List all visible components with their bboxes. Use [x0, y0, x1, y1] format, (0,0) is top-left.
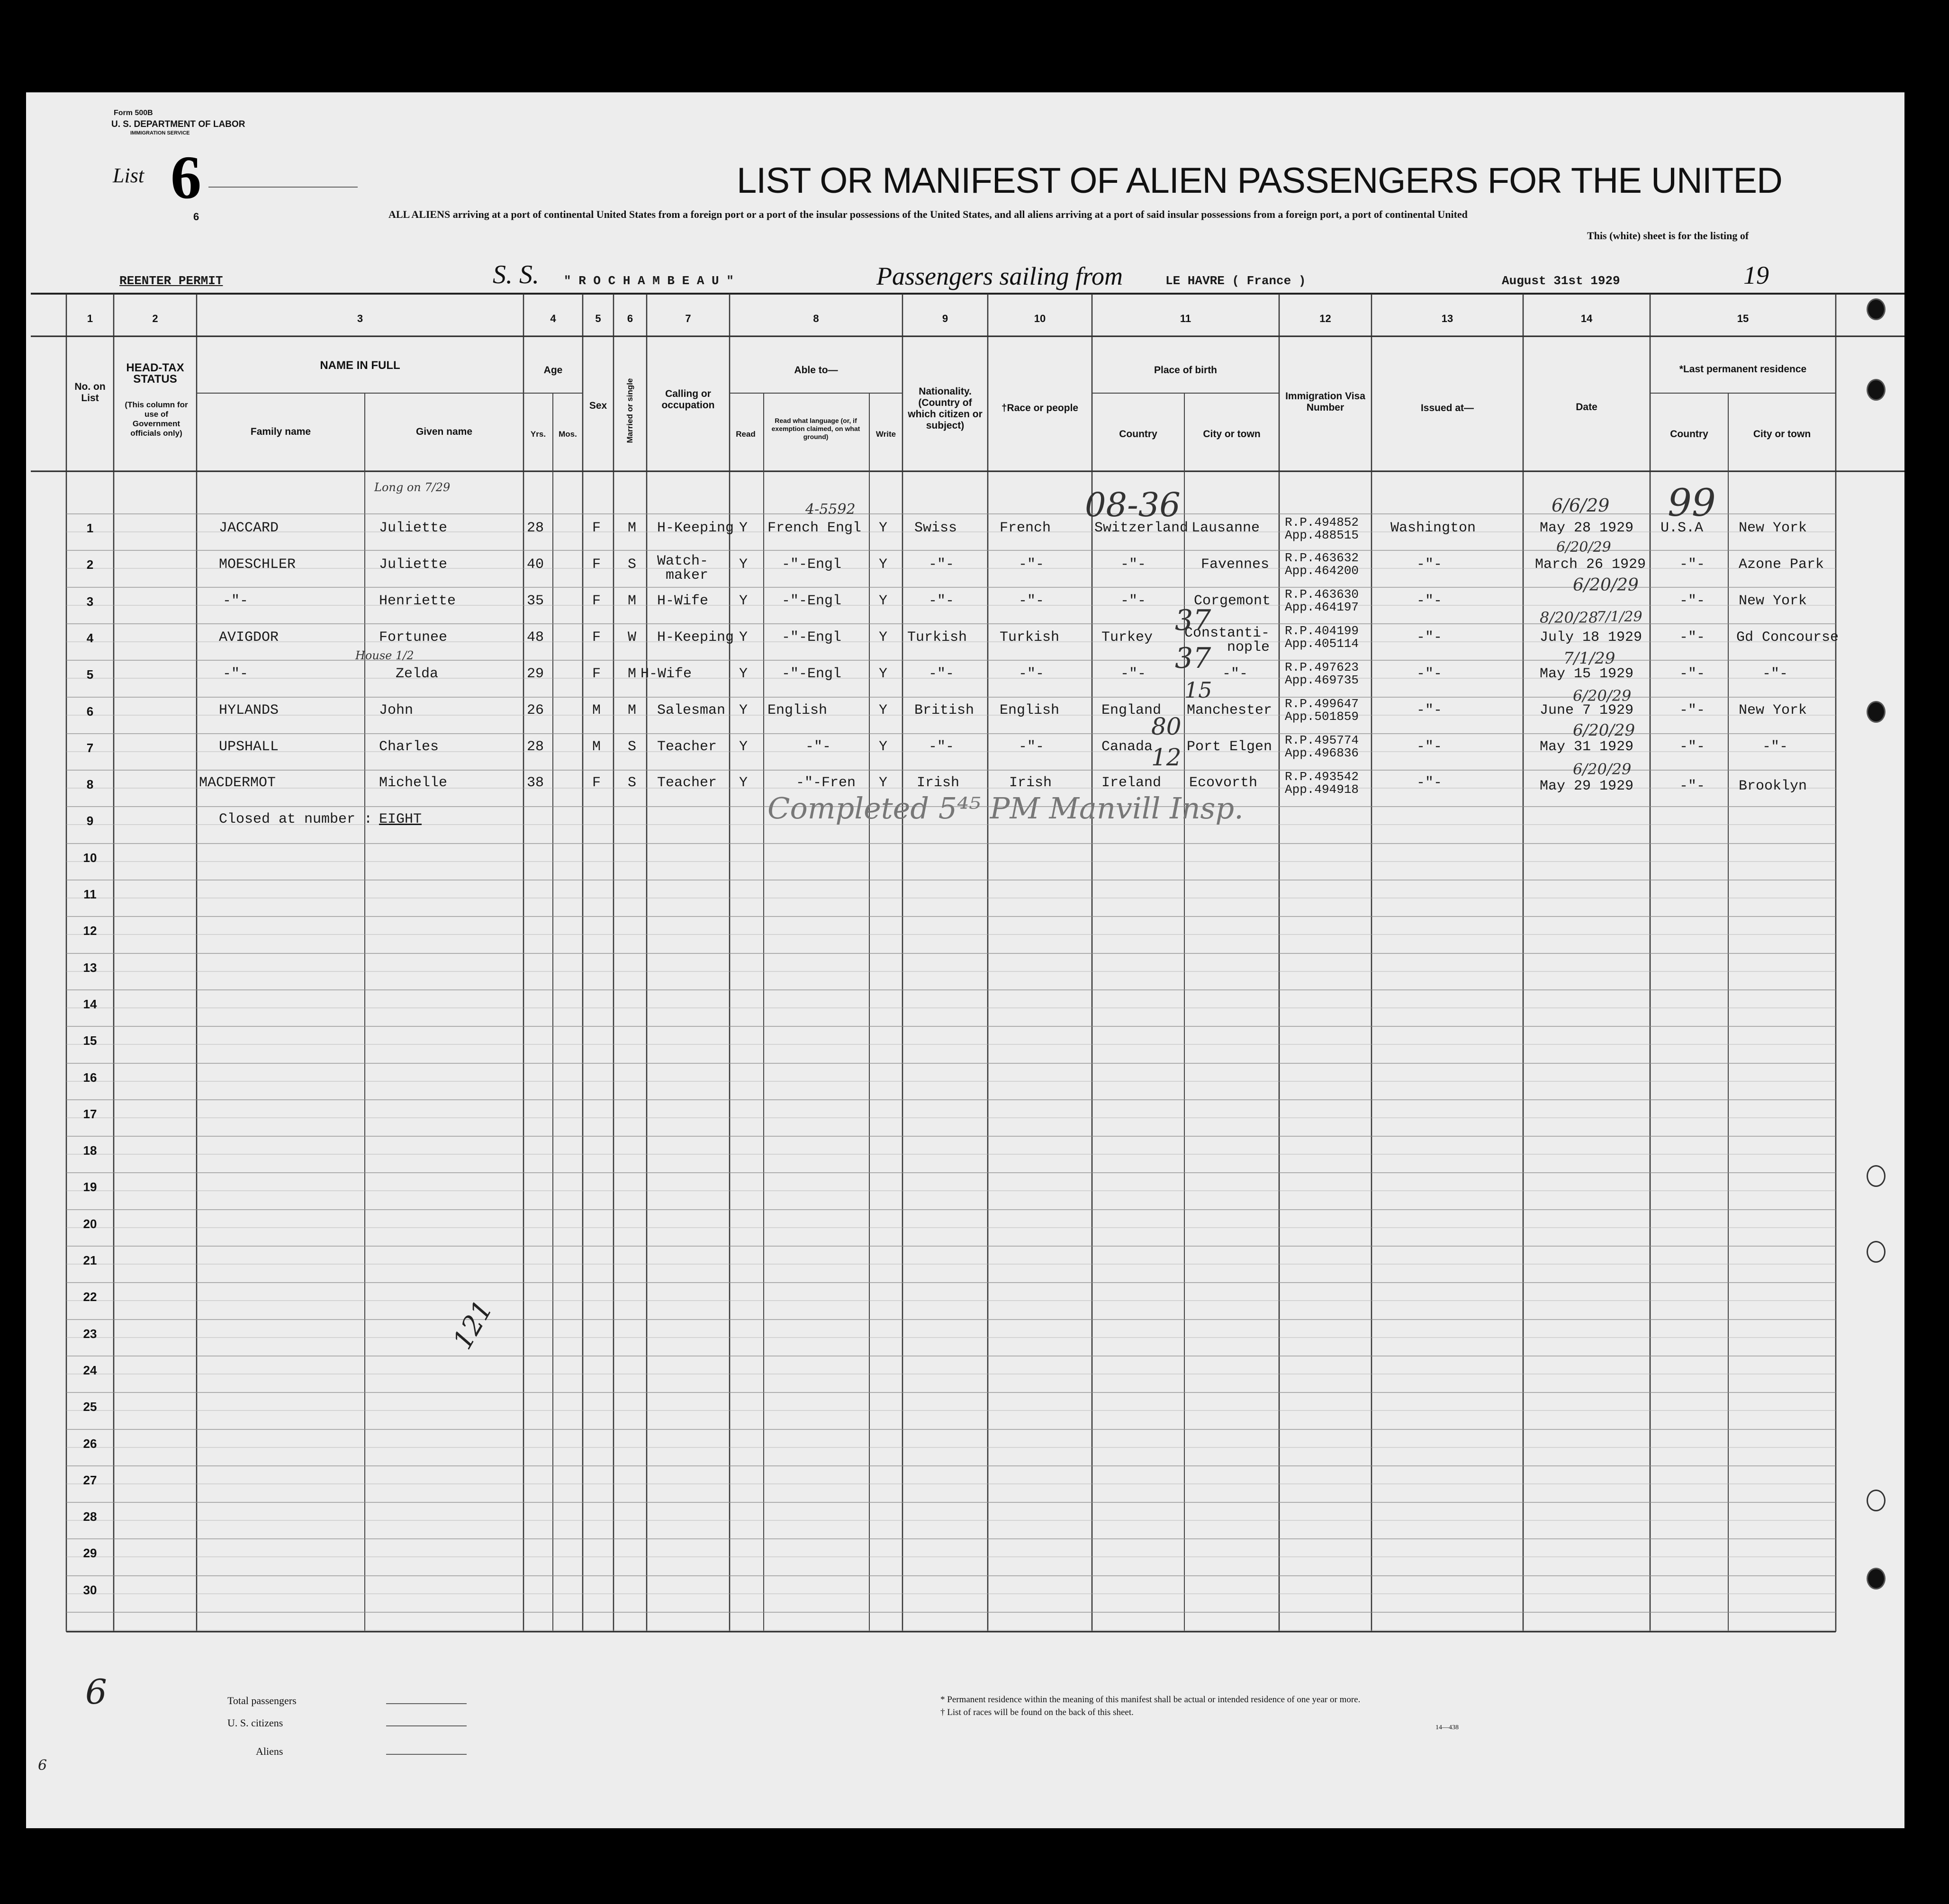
birth-city: Lausanne — [1191, 520, 1260, 536]
heading-mos: Mos. — [559, 430, 577, 439]
given-name: Charles — [379, 739, 439, 755]
handwritten-date-6: 7/1/29 — [1563, 649, 1615, 668]
residence-city: Brooklyn — [1739, 778, 1807, 794]
visa-number: R.P.494852 — [1285, 515, 1359, 530]
list-label: List — [113, 164, 144, 187]
heading-calling: Calling or occupation — [661, 388, 715, 411]
colnum-7: 7 — [685, 313, 691, 324]
handwritten-house-note: House 1/2 — [355, 649, 414, 662]
handwritten-date-1: 6/6/29 — [1552, 495, 1610, 516]
occupation: H-Keeping — [657, 629, 734, 646]
row-number-11: 11 — [83, 887, 97, 901]
read: Y — [739, 702, 748, 718]
row-number-4: 4 — [86, 631, 94, 645]
residence-country: -"- — [1679, 666, 1705, 682]
handwritten-date-5: 7/1/29 — [1597, 609, 1642, 625]
birth-city: Favennes — [1201, 557, 1270, 573]
birth-city-line-2: nople — [1227, 639, 1270, 656]
stamp-121: 121 — [447, 1295, 499, 1355]
handwritten-12: 12 — [1151, 744, 1182, 771]
race: -"- — [1019, 666, 1045, 682]
manifest-sheet — [26, 92, 1904, 1828]
race: Turkish — [1000, 629, 1060, 646]
race: -"- — [1019, 739, 1045, 755]
heading-no-on-list: No. on List — [74, 381, 106, 404]
binder-hole — [1867, 1165, 1886, 1187]
heading-read-language: Read what language (or, if exemption claimed, on what ground) — [771, 417, 860, 440]
heading-visa: Immigration Visa Number — [1285, 391, 1365, 413]
ss-label: S. S. — [493, 260, 539, 289]
birth-city: Manchester — [1187, 702, 1272, 718]
nationality: -"- — [929, 739, 955, 755]
visa-number: R.P.463630 — [1285, 587, 1359, 602]
given-name: John — [379, 702, 414, 718]
read: Y — [739, 666, 748, 682]
age: 40 — [527, 557, 544, 573]
heading-read: Read — [736, 430, 756, 439]
birth-country: -"- — [1120, 593, 1146, 609]
race: -"- — [1019, 593, 1045, 609]
race: Irish — [1009, 775, 1052, 791]
visa-app: App.464197 — [1285, 600, 1359, 614]
residence-country: -"- — [1679, 702, 1705, 718]
sex: F — [592, 593, 601, 609]
colnum-15: 15 — [1737, 313, 1749, 324]
colnum-6: 6 — [627, 313, 633, 324]
residence-city: Azone Park — [1739, 557, 1824, 573]
heading-country: Country — [1119, 429, 1157, 440]
residence-city: Gd Concourse — [1736, 629, 1839, 646]
write: Y — [879, 702, 888, 718]
sex: M — [592, 702, 601, 718]
issue-date: May 29 1929 — [1540, 778, 1634, 794]
age: 28 — [527, 520, 544, 536]
handwritten-date-3: 6/20/29 — [1573, 575, 1639, 595]
colnum-5: 5 — [595, 313, 601, 324]
form-number: Form 500B — [114, 109, 153, 117]
issued-at: -"- — [1417, 775, 1443, 791]
aliens-label: Aliens — [256, 1745, 283, 1757]
age: 48 — [527, 629, 544, 646]
handwritten-date-8: 6/20/29 — [1573, 721, 1635, 740]
marital-status: M — [628, 702, 637, 718]
family-name: MACDERMOT — [199, 775, 276, 791]
binder-hole — [1867, 298, 1886, 320]
sex: F — [592, 629, 601, 646]
issued-at: -"- — [1417, 739, 1443, 755]
residence-city: -"- — [1762, 666, 1788, 682]
visa-number: R.P.404199 — [1285, 624, 1359, 638]
heading-given-name: Given name — [415, 426, 473, 437]
issue-date: June 7 1929 — [1540, 702, 1634, 718]
row-number-14: 14 — [83, 997, 97, 1011]
row-number-16: 16 — [83, 1070, 97, 1085]
row-number-7: 7 — [86, 741, 94, 755]
sex: F — [592, 520, 601, 536]
issue-date: May 15 1929 — [1540, 666, 1634, 682]
handwritten-date-4: 8/20/28 — [1540, 609, 1598, 627]
write: Y — [879, 520, 888, 536]
occupation-line-2: maker — [666, 567, 709, 584]
language: -"-Engl — [782, 593, 842, 609]
total-passengers-label: Total passengers — [227, 1695, 297, 1706]
write: Y — [879, 666, 888, 682]
handwritten-date-7: 6/20/29 — [1573, 687, 1632, 705]
row-number-25: 25 — [83, 1400, 97, 1414]
birth-country: Ireland — [1101, 775, 1162, 791]
subtitle-line-2: This (white) sheet is for the listing of — [1587, 230, 1749, 242]
read: Y — [739, 520, 748, 536]
handwritten-37b: 37 — [1175, 642, 1211, 675]
birth-country: England — [1101, 702, 1162, 718]
language: English — [767, 702, 828, 718]
residence-city: New York — [1739, 702, 1807, 718]
row-number-15: 15 — [83, 1033, 97, 1048]
issue-date: May 28 1929 — [1540, 520, 1634, 536]
print-code: 14—438 — [1435, 1724, 1459, 1731]
row-number-18: 18 — [83, 1143, 97, 1158]
age: 35 — [527, 593, 544, 609]
handwritten-corner-6: 6 — [38, 1757, 47, 1774]
ship-name: " R O C H A M B E A U " — [564, 274, 734, 288]
colnum-2: 2 — [152, 313, 158, 324]
marital-status: S — [628, 739, 637, 755]
family-name: HYLANDS — [219, 702, 279, 718]
row-number-28: 28 — [83, 1509, 97, 1524]
birth-city: Ecovorth — [1189, 775, 1258, 791]
residence-city: New York — [1739, 520, 1807, 536]
heading-date: Date — [1576, 402, 1597, 413]
race: French — [1000, 520, 1051, 536]
heading-nationality: Nationality. (Country of which citizen or subject) — [908, 386, 983, 431]
birth-country: -"- — [1120, 666, 1146, 682]
issued-at: -"- — [1417, 593, 1443, 609]
occupation: Teacher — [657, 739, 717, 755]
visa-number: R.P.463632 — [1285, 551, 1359, 565]
residence-city: -"- — [1762, 739, 1788, 755]
given-name: Juliette — [379, 557, 448, 573]
row-number-13: 13 — [83, 961, 97, 975]
heading-head-tax-note: (This column for use of Government officials only) — [125, 400, 188, 438]
row-number-10: 10 — [83, 851, 97, 865]
language: -"-Engl — [782, 629, 842, 646]
marital-status: M — [628, 666, 637, 682]
nationality: British — [914, 702, 974, 718]
given-name: Zelda — [396, 666, 439, 682]
colnum-3: 3 — [357, 313, 363, 324]
language: French Engl — [767, 520, 862, 536]
marital-status: M — [628, 520, 637, 536]
occupation: H-Keeping — [657, 520, 734, 536]
marital-status: W — [628, 629, 637, 646]
family-name: UPSHALL — [219, 739, 279, 755]
colnum-13: 13 — [1441, 313, 1453, 324]
row-number-1: 1 — [86, 521, 94, 535]
family-name: JACCARD — [219, 520, 279, 536]
service-label: IMMIGRATION SERVICE — [130, 130, 190, 136]
occupation: H-Wife — [657, 593, 709, 609]
reenter-permit-label: REENTER PERMIT — [119, 274, 223, 288]
heading-write: Write — [875, 430, 896, 439]
nationality: -"- — [929, 557, 955, 573]
heading-age: Age — [543, 365, 563, 376]
heading-sex: Sex — [589, 400, 607, 411]
port-name: LE HAVRE ( France ) — [1165, 274, 1306, 288]
family-name: -"- — [223, 593, 249, 609]
handwritten-15: 15 — [1184, 677, 1212, 703]
row-number-12: 12 — [83, 924, 97, 938]
residence-country: -"- — [1679, 778, 1705, 794]
occupation: Salesman — [657, 702, 726, 718]
row-number-8: 8 — [86, 777, 94, 791]
birth-country: Turkey — [1101, 629, 1153, 646]
given-name: Juliette — [379, 520, 448, 536]
read: Y — [739, 739, 748, 755]
colnum-14: 14 — [1580, 313, 1593, 324]
handwritten-date-2: 6/20/29 — [1556, 539, 1611, 556]
department-label: U. S. DEPARTMENT OF LABOR — [111, 119, 245, 129]
row-number-21: 21 — [83, 1253, 97, 1267]
language: -"-Engl — [782, 557, 842, 573]
read: Y — [739, 557, 748, 573]
row-number-3: 3 — [86, 594, 94, 609]
issue-date: July 18 1929 — [1540, 629, 1642, 646]
age: 26 — [527, 702, 544, 718]
language: -"-Fren — [796, 775, 856, 791]
visa-app: App.469735 — [1285, 673, 1359, 687]
birth-country: Switzerland — [1094, 520, 1189, 536]
handwritten-80: 80 — [1151, 713, 1182, 740]
heading-issued-at: Issued at— — [1420, 403, 1474, 413]
row-number-22: 22 — [83, 1290, 97, 1304]
row-number-30: 30 — [83, 1583, 97, 1597]
residence-country: -"- — [1679, 739, 1705, 755]
sailing-date: August 31st 1929 — [1502, 274, 1620, 288]
closed-at-label: Closed at number : — [219, 811, 373, 827]
sailing-from-label: Passengers sailing from — [876, 262, 1123, 290]
issued-at: Washington — [1390, 520, 1476, 536]
marital-status: S — [628, 557, 637, 573]
sex: F — [592, 557, 601, 573]
family-name: AVIGDOR — [219, 629, 279, 646]
heading-last-residence: *Last permanent residence — [1679, 364, 1807, 375]
issue-date: March 26 1929 — [1535, 557, 1646, 573]
visa-app: App.488515 — [1285, 528, 1359, 542]
age: 29 — [527, 666, 544, 682]
visa-number: R.P.495774 — [1285, 733, 1359, 747]
heading-family-name: Family name — [250, 426, 311, 437]
handwritten-residence-code: 99 — [1668, 481, 1716, 525]
heading-head-tax: HEAD-TAX STATUS — [126, 361, 184, 386]
age: 28 — [527, 739, 544, 755]
binder-hole — [1867, 1568, 1886, 1590]
residence-city: New York — [1739, 593, 1807, 609]
heading-married: Married or single — [625, 378, 634, 443]
heading-city: City or town — [1203, 429, 1261, 440]
row-number-5: 5 — [86, 667, 94, 682]
sex: M — [592, 739, 601, 755]
residence-country: -"- — [1679, 629, 1705, 646]
colnum-4: 4 — [550, 313, 556, 324]
colnum-9: 9 — [942, 313, 948, 324]
binder-hole — [1867, 1490, 1886, 1511]
row-number-6: 6 — [86, 704, 94, 718]
language: -"-Engl — [782, 666, 842, 682]
residence-country: -"- — [1679, 557, 1705, 573]
write: Y — [879, 629, 888, 646]
visa-app: App.501859 — [1285, 710, 1359, 724]
given-name: Fortunee — [379, 629, 448, 646]
handwritten-birth-code: 08-36 — [1085, 485, 1181, 524]
row-number-19: 19 — [83, 1180, 97, 1194]
colnum-1: 1 — [87, 313, 93, 324]
race: -"- — [1019, 557, 1045, 573]
footnote-races: † List of races will be found on the back of this sheet. — [940, 1707, 1134, 1717]
nationality: Swiss — [914, 520, 957, 536]
issue-date: May 31 1929 — [1540, 739, 1634, 755]
read: Y — [739, 775, 748, 791]
issued-at: -"- — [1417, 666, 1443, 682]
colnum-8: 8 — [813, 313, 819, 324]
binder-hole — [1867, 701, 1886, 723]
occupation: Teacher — [657, 775, 717, 791]
given-name: Henriette — [379, 593, 456, 609]
heading-res-city: City or town — [1753, 429, 1811, 440]
nationality: -"- — [929, 593, 955, 609]
read: Y — [739, 629, 748, 646]
row-number-23: 23 — [83, 1327, 97, 1341]
row-number-2: 2 — [86, 557, 94, 572]
issued-at: -"- — [1417, 702, 1443, 718]
family-name: -"- — [223, 666, 249, 682]
write: Y — [879, 739, 888, 755]
write: Y — [879, 593, 888, 609]
race: English — [1000, 702, 1060, 718]
binder-hole — [1867, 379, 1886, 401]
handwritten-code: 4-5592 — [805, 501, 856, 518]
read: Y — [739, 593, 748, 609]
heading-yrs: Yrs. — [530, 430, 546, 439]
footnote-permanent-residence: * Permanent residence within the meaning of this manifest shall be actual or intended residence of one year or more. — [940, 1695, 1361, 1705]
birth-city: Port Elgen — [1187, 739, 1272, 755]
handwritten-37a: 37 — [1175, 604, 1211, 637]
nationality: Irish — [917, 775, 960, 791]
visa-app: App.494918 — [1285, 782, 1359, 797]
residence-country: -"- — [1679, 593, 1705, 609]
visa-number: R.P.497623 — [1285, 660, 1359, 674]
residence-country: U.S.A — [1660, 520, 1704, 536]
write: Y — [879, 557, 888, 573]
closed-at-value: EIGHT — [379, 811, 422, 827]
sex: F — [592, 775, 601, 791]
manifest-title: LIST OR MANIFEST OF ALIEN PASSENGERS FOR THE UNITED — [737, 161, 1782, 201]
visa-app: App.405114 — [1285, 637, 1359, 651]
row-number-29: 29 — [83, 1546, 97, 1560]
family-name: MOESCHLER — [219, 557, 296, 573]
us-citizens-label: U. S. citizens — [227, 1717, 283, 1729]
write: Y — [879, 775, 888, 791]
binder-hole — [1867, 1241, 1886, 1263]
issued-at: -"- — [1417, 629, 1443, 646]
heading-name-in-full: NAME IN FULL — [320, 359, 400, 372]
nationality: Turkish — [907, 629, 967, 646]
occupation: H-Wife — [641, 666, 692, 682]
issued-at: -"- — [1417, 557, 1443, 573]
row-number-17: 17 — [83, 1107, 97, 1121]
birth-country: -"- — [1120, 557, 1146, 573]
row-number-9: 9 — [86, 814, 94, 828]
marital-status: S — [628, 775, 637, 791]
handwritten-completed-note: Completed 5⁴⁵ PM Manvill Insp. — [767, 791, 1244, 826]
year-prefix: 19 — [1743, 261, 1769, 289]
visa-number: R.P.499647 — [1285, 697, 1359, 711]
given-name: Michelle — [379, 775, 448, 791]
colnum-12: 12 — [1319, 313, 1331, 324]
heading-able-to: Able to— — [794, 365, 838, 376]
list-number-small: 6 — [193, 211, 199, 223]
sex: F — [592, 666, 601, 682]
birth-city: Corgemont — [1194, 593, 1271, 609]
occupation: Watch- — [657, 553, 709, 569]
colnum-10: 10 — [1034, 313, 1046, 324]
birth-country: Canada — [1101, 739, 1153, 755]
nationality: -"- — [929, 666, 955, 682]
row-number-20: 20 — [83, 1217, 97, 1231]
row-number-26: 26 — [83, 1437, 97, 1451]
marital-status: M — [628, 593, 637, 609]
subtitle-line-1: ALL ALIENS arriving at a port of continental United States from a foreign port or a port of the insular possessions of the United States, and all aliens arriving at a port of said insular possessions from a foreign port, a port of continental United — [388, 208, 1468, 220]
heading-res-country: Country — [1670, 429, 1708, 440]
language: -"- — [805, 739, 831, 755]
heading-race: †Race or people — [1001, 403, 1079, 413]
visa-app: App.464200 — [1285, 564, 1359, 578]
visa-app: App.496836 — [1285, 746, 1359, 760]
visa-number: R.P.493542 — [1285, 770, 1359, 784]
birth-city: -"- — [1222, 666, 1248, 682]
colnum-11: 11 — [1180, 313, 1191, 324]
handwritten-page-6: 6 — [85, 1672, 107, 1712]
birth-city: Constanti- — [1184, 625, 1270, 641]
age: 38 — [527, 775, 544, 791]
row-number-24: 24 — [83, 1363, 97, 1377]
row-number-27: 27 — [83, 1473, 97, 1487]
list-number: 6 — [171, 144, 201, 212]
handwritten-note-top: Long on 7/29 — [374, 481, 451, 494]
handwritten-date-9: 6/20/29 — [1573, 760, 1632, 778]
heading-place-of-birth: Place of birth — [1154, 365, 1218, 376]
